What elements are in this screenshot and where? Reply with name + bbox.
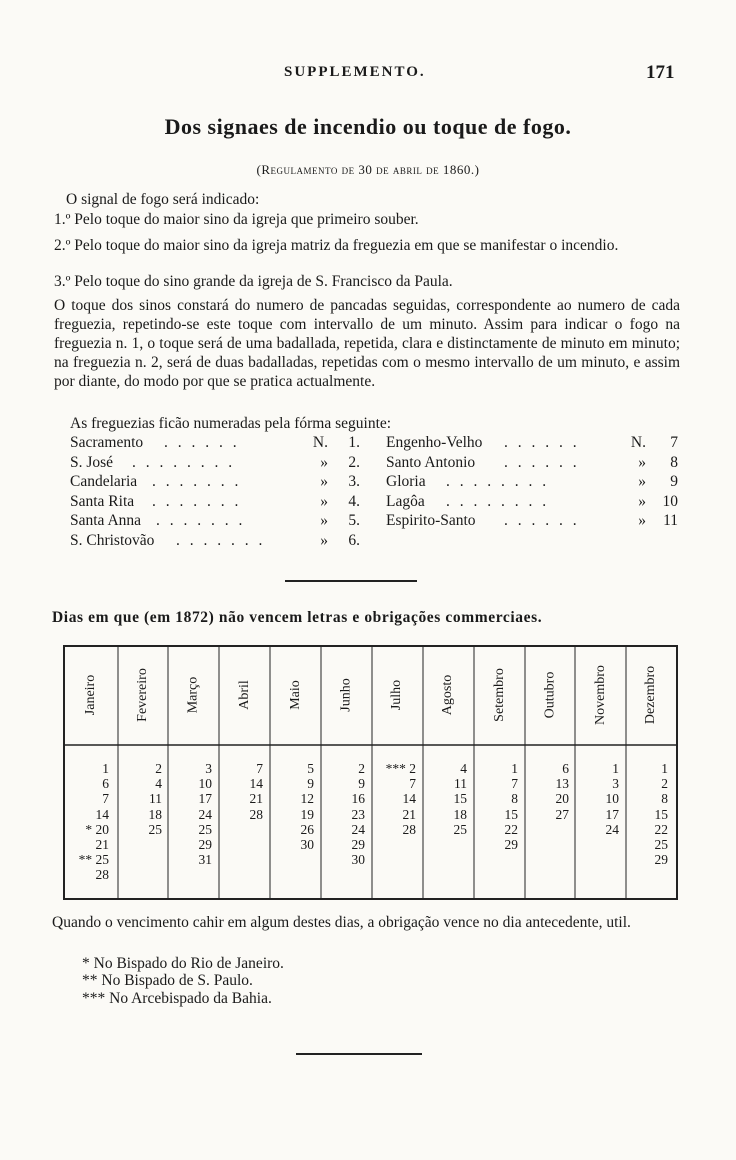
- month-name: Dezembro: [643, 665, 658, 725]
- holiday-calendar-table: [63, 645, 678, 900]
- day-cell: 29: [504, 837, 518, 853]
- month-name: Abril: [236, 680, 252, 710]
- day-cell: 8: [511, 791, 518, 807]
- day-cell: 11: [149, 791, 162, 807]
- leader-dots: . . . . . .: [164, 434, 240, 451]
- parish-number: 8: [670, 453, 678, 471]
- month-header-junho: [321, 647, 372, 743]
- day-cell: 8: [661, 791, 668, 807]
- month-header-setembro: [474, 647, 525, 743]
- day-cell: 14: [402, 791, 416, 807]
- days-outubro: [525, 761, 569, 822]
- day-cell: 30: [351, 852, 365, 868]
- bottom-divider: [296, 1053, 422, 1055]
- parish-name: Gloria: [386, 473, 426, 490]
- month-header-fevereiro: [118, 647, 168, 743]
- day-cell: 12: [300, 791, 314, 807]
- parish-number: 7: [670, 434, 678, 451]
- running-title: SUPPLEMENTO.: [284, 64, 426, 80]
- parish-number: 10: [662, 492, 678, 510]
- day-cell: 23: [351, 806, 365, 822]
- day-cell: 4: [460, 761, 467, 776]
- day-cell: 25: [453, 821, 467, 837]
- day-cell: 1: [661, 761, 668, 776]
- leader-dots: . . . . . .: [504, 453, 580, 471]
- day-cell: 21: [402, 806, 416, 822]
- leader-dots: . . . . . . . .: [132, 453, 236, 471]
- page-number: 171: [646, 62, 675, 83]
- page-header: [0, 62, 736, 86]
- day-cell: 13: [555, 776, 569, 792]
- leader-dots: . . . . . . .: [152, 492, 242, 510]
- parish-number: 2.: [348, 453, 360, 471]
- parish-name: Santa Anna: [70, 512, 142, 529]
- days-novembro: [575, 761, 619, 837]
- parish-list-intro: As freguezias ficão numeradas pela fórma seguinte:: [70, 415, 392, 432]
- month-header-agosto: [423, 647, 474, 743]
- month-name: Janeiro: [83, 674, 99, 716]
- parish-row: [70, 453, 370, 473]
- day-cell: 15: [654, 806, 668, 822]
- month-header-janeiro: [65, 647, 118, 743]
- parish-name: Santo Antonio: [386, 453, 476, 471]
- month-name: Setembro: [491, 668, 507, 722]
- parish-prefix: N.: [630, 434, 646, 451]
- section-title-holidays: Dias em que (em 1872) não vencem letras e obrigações commerciaes.: [52, 609, 543, 626]
- month-header-maio: [270, 647, 321, 743]
- leader-dots: . . . . . . .: [176, 531, 266, 549]
- day-cell: 28: [249, 806, 263, 822]
- parish-prefix: »: [320, 492, 328, 510]
- day-cell: 14: [249, 776, 263, 792]
- day-cell: 16: [351, 791, 365, 807]
- day-cell: 29: [198, 837, 212, 853]
- day-cell: 24: [605, 821, 619, 837]
- parish-name: Lagôa: [386, 492, 425, 510]
- regulation-reference: (Regulamento de 30 de abril de 1860.): [256, 162, 480, 177]
- signal-item-1: 1.º Pelo toque do maior sino da igreja que primeiro souber.: [54, 211, 419, 228]
- day-cell: 1: [511, 761, 518, 776]
- day-cell: *** 2: [385, 761, 416, 776]
- month-name: Novembro: [592, 665, 608, 725]
- day-cell: 7: [511, 776, 518, 792]
- footnote-3: *** No Arcebispado da Bahia.: [82, 990, 272, 1007]
- day-cell: 28: [402, 821, 416, 837]
- day-cell: 19: [300, 806, 314, 822]
- parish-row: [386, 433, 686, 453]
- parish-name: Sacramento: [70, 434, 144, 451]
- parish-number: 5.: [348, 512, 360, 529]
- day-cell: * 20: [85, 821, 109, 837]
- day-cell: 2: [155, 761, 162, 776]
- parish-name: S. Christovão: [70, 531, 155, 549]
- parish-row: [386, 453, 686, 473]
- parish-list-left: [70, 433, 370, 550]
- day-cell: 10: [198, 776, 212, 792]
- days-setembro: [474, 761, 518, 852]
- day-cell: 5: [307, 761, 314, 776]
- leader-dots: . . . . . .: [504, 512, 580, 529]
- day-cell: 25: [198, 821, 212, 837]
- month-header-outubro: [525, 647, 575, 743]
- month-name: Maio: [287, 680, 303, 710]
- day-cell: 27: [555, 806, 569, 822]
- day-cell: 2: [358, 761, 365, 776]
- days-dezembro: [626, 761, 668, 867]
- day-cell: 30: [300, 837, 314, 853]
- footnote-2: ** No Bispado de S. Paulo.: [82, 972, 253, 989]
- footnote-1: * No Bispado do Rio de Janeiro.: [82, 955, 284, 972]
- parish-prefix: »: [320, 473, 328, 490]
- parish-row: [386, 492, 686, 512]
- parish-name: Santa Rita: [70, 492, 135, 510]
- day-cell: 11: [454, 776, 467, 792]
- day-cell: 15: [504, 806, 518, 822]
- days-janeiro: [65, 761, 109, 883]
- parish-prefix: »: [638, 473, 646, 490]
- month-name: Março: [185, 676, 201, 714]
- day-cell: 18: [453, 806, 467, 822]
- day-cell: 6: [102, 776, 109, 792]
- parish-prefix: »: [638, 512, 646, 529]
- month-header-julho: [372, 647, 423, 743]
- days-junho: [321, 761, 365, 867]
- day-cell: 31: [198, 852, 212, 868]
- parish-row: [386, 511, 686, 531]
- maturity-note: Quando o vencimento cahir em algum destes dias, a obrigação vence no dia antecedente, util.: [52, 914, 631, 931]
- day-cell: 17: [605, 806, 619, 822]
- day-cell: 29: [654, 852, 668, 868]
- parish-name: Engenho-Velho: [386, 434, 483, 451]
- day-cell: 14: [95, 806, 109, 822]
- parish-row: [70, 511, 370, 531]
- month-header-novembro: [575, 647, 626, 743]
- parish-row: [70, 472, 370, 492]
- day-cell: 1: [102, 761, 109, 776]
- day-cell: 21: [249, 791, 263, 807]
- parish-number: 3.: [348, 473, 360, 490]
- parish-row: [70, 492, 370, 512]
- day-cell: 25: [654, 837, 668, 853]
- day-cell: 1: [612, 761, 619, 776]
- day-cell: 26: [300, 821, 314, 837]
- month-name: Fevereiro: [135, 668, 150, 722]
- parish-name: Candelaria: [70, 473, 138, 490]
- days-abril: [219, 761, 263, 822]
- parish-number: 9: [670, 473, 678, 490]
- day-cell: 15: [453, 791, 467, 807]
- signal-item-2: 2.º Pelo toque do maior sino da igreja matriz da freguezia em que se manifestar o incendio.: [54, 237, 619, 254]
- leader-dots: . . . . . . .: [156, 512, 246, 529]
- parish-name: S. José: [70, 453, 114, 471]
- month-header-dezembro: [626, 647, 676, 743]
- day-cell: 6: [562, 761, 569, 776]
- parish-number: 11: [663, 512, 678, 529]
- leader-dots: . . . . . . . .: [446, 473, 550, 490]
- month-name: Julho: [389, 679, 405, 711]
- day-cell: 29: [351, 837, 365, 853]
- day-cell: 18: [148, 806, 162, 822]
- days-julho: [372, 761, 416, 837]
- day-cell: 7: [102, 791, 109, 807]
- parish-prefix: »: [320, 512, 328, 529]
- month-name: Outubro: [541, 671, 557, 719]
- leader-dots: . . . . . . .: [152, 473, 242, 490]
- days-maio: [270, 761, 314, 852]
- day-cell: 9: [307, 776, 314, 792]
- parish-row: [70, 433, 370, 453]
- day-cell: 9: [358, 776, 365, 792]
- parish-prefix: N.: [312, 434, 328, 451]
- days-fevereiro: [118, 761, 162, 837]
- day-cell: 17: [198, 791, 212, 807]
- days-marco: [168, 761, 212, 867]
- day-cell: 25: [148, 821, 162, 837]
- body-paragraph: O toque dos sinos constará do numero de pancadas seguidas, correspondente ao numero de cada freguezia, repetindo-se este toque com intervallo de um minuto. Assim para indicar o fogo na freguezia n. 1, o toque será de uma badallada, repetida, clara e distinctamente de minuto em minuto; na freguezia n. 2, será de duas badalladas, repetidas com o mesmo intervallo de um minuto, e assim por diante, do modo por que se pratica actualmente.: [54, 297, 680, 390]
- day-cell: 22: [654, 821, 668, 837]
- day-cell: 10: [605, 791, 619, 807]
- day-cell: 21: [95, 837, 109, 853]
- day-cell: 24: [351, 821, 365, 837]
- parish-prefix: »: [638, 492, 646, 510]
- month-name: Agosto: [440, 674, 456, 716]
- leader-dots: . . . . . . . .: [446, 492, 550, 510]
- day-cell: 3: [612, 776, 619, 792]
- parish-prefix: »: [320, 531, 328, 549]
- parish-name: Espirito-Santo: [386, 512, 476, 529]
- month-name: Junho: [338, 678, 354, 712]
- day-cell: 7: [409, 776, 416, 792]
- month-header-marco: [168, 647, 219, 743]
- day-cell: ** 25: [78, 852, 109, 868]
- parish-prefix: »: [320, 453, 328, 471]
- parish-number: 4.: [348, 492, 360, 510]
- parish-row: [70, 531, 370, 551]
- day-cell: 2: [661, 776, 668, 792]
- day-cell: 28: [95, 867, 109, 883]
- parish-prefix: »: [638, 453, 646, 471]
- day-cell: 20: [555, 791, 569, 807]
- parish-number: 1.: [348, 434, 360, 451]
- day-cell: 24: [198, 806, 212, 822]
- parish-list-right: [386, 433, 686, 531]
- day-cell: 22: [504, 821, 518, 837]
- day-cell: 7: [256, 761, 263, 776]
- day-cell: 4: [155, 776, 162, 792]
- day-cell: 3: [205, 761, 212, 776]
- intro-paragraph: O signal de fogo será indicado:: [66, 191, 260, 208]
- parish-row: [386, 472, 686, 492]
- days-agosto: [423, 761, 467, 837]
- leader-dots: . . . . . .: [504, 434, 580, 451]
- signal-item-3: 3.º Pelo toque do sino grande da igreja de S. Francisco da Paula.: [54, 273, 453, 290]
- parish-number: 6.: [348, 531, 360, 549]
- section-divider: [285, 580, 417, 582]
- month-header-abril: [219, 647, 270, 743]
- section-title-fire-signals: Dos signaes de incendio ou toque de fogo.: [164, 114, 572, 139]
